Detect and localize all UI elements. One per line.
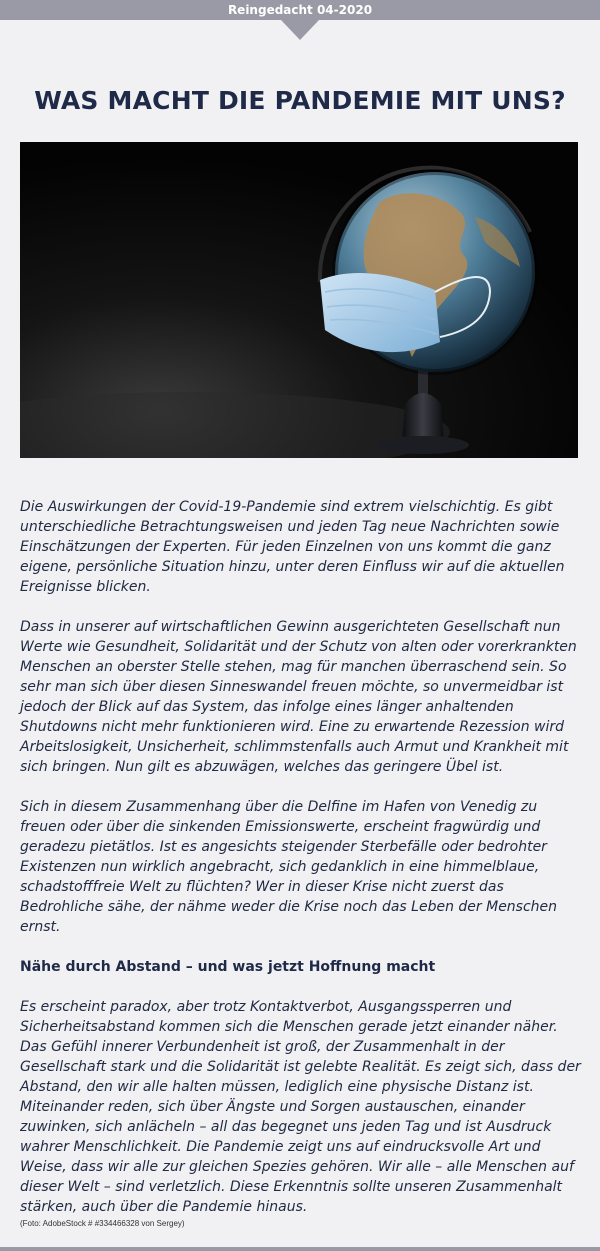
article-image [20, 142, 578, 458]
issue-label: Reingedacht 04-2020 [227, 3, 373, 17]
globe-with-mask-illustration [20, 142, 578, 458]
article-body [20, 497, 582, 1237]
bottom-divider [0, 1247, 600, 1251]
article-paragraph-2: Dass in unserer auf wirtschaftlichen Gewinn ausgerichteten Gesellschaft nun Werte wie Gesundheit, Solidarität und der Schutz von alten oder vorerkrankten Menschen an oberster Stelle stehen, mag für manchen überraschend sein. So sehr man sich über diesen Sinneswandel freuen möchte, so unvermeidbar ist jedoch der Blick auf das System, das infolge eines länger anhaltenden Shutdowns nicht mehr funktionieren wird. Eine zu erwartende Rezession wird Arbeitslosigkeit, Unsicherheit, schlimmstenfalls auch Armut und Krankheit mit sich bringen. Nun gilt es abzuwägen, welches das geringere Übel ist. [20, 619, 577, 775]
article-paragraph-1: Die Auswirkungen der Covid-19-Pandemie sind extrem vielschichtig. Es gibt unterschiedliche Betrachtungsweisen und jeden Tag neue Nachrichten sowie Einschätzungen der Experten. Für jeden Einzelnen von uns kommt die ganz eigene, persönliche Situation hinzu, unter deren Einfluss wir auf die aktuellen Ereignisse blicken. [20, 499, 565, 595]
photo-credit: (Foto: AdobeStock # #334466328 von Sergey) [20, 1219, 185, 1228]
issue-header-bar [0, 0, 600, 20]
header-arrow-icon [281, 20, 319, 40]
article-subheading: Nähe durch Abstand – und was jetzt Hoffnung macht [20, 959, 436, 975]
page-title: WAS MACHT DIE PANDEMIE MIT UNS? [34, 86, 566, 115]
article-paragraph-3: Sich in diesem Zusammenhang über die Delfine im Hafen von Venedig zu freuen oder über die sinkenden Emissionswerte, erscheint fragwürdig und geradezu pietätlos. Ist es angesichts steigender Sterbefälle oder bedrohter Existenzen nun wirklich angebracht, sich gedanklich in eine himmelblaue, schadstofffreie Welt zu flüchten? Wer in dieser Krise nicht zuerst das Bedrohliche sähe, der nähme weder die Krise noch das Leben der Menschen ernst. [20, 799, 558, 935]
article-paragraph-4: Es erscheint paradox, aber trotz Kontaktverbot, Ausgangssperren und Sicherheitsabstand kommen sich die Menschen gerade jetzt einander näher. Das Gefühl innerer Verbundenheit ist groß, der Zusammenhalt in der Gesellschaft stark und die Solidarität ist gelebte Realität. Es zeigt sich, dass der Abstand, den wir alle halten müssen, lediglich eine physische Distanz ist. Miteinander reden, sich über Ängste und Sorgen austauschen, einander zuwinken, sich anlächeln – all das begegnet uns jeden Tag und ist Ausdruck wahrer Menschlichkeit. Die Pandemie zeigt uns auf eindrucksvolle Art und Weise, dass wir alle zur gleichen Spezies gehören. Wir alle – alle Menschen auf dieser Welt – sind verletzlich. Diese Erkenntnis sollte unseren Zusammenhalt stärken, auch über die Pandemie hinaus. [20, 999, 581, 1215]
